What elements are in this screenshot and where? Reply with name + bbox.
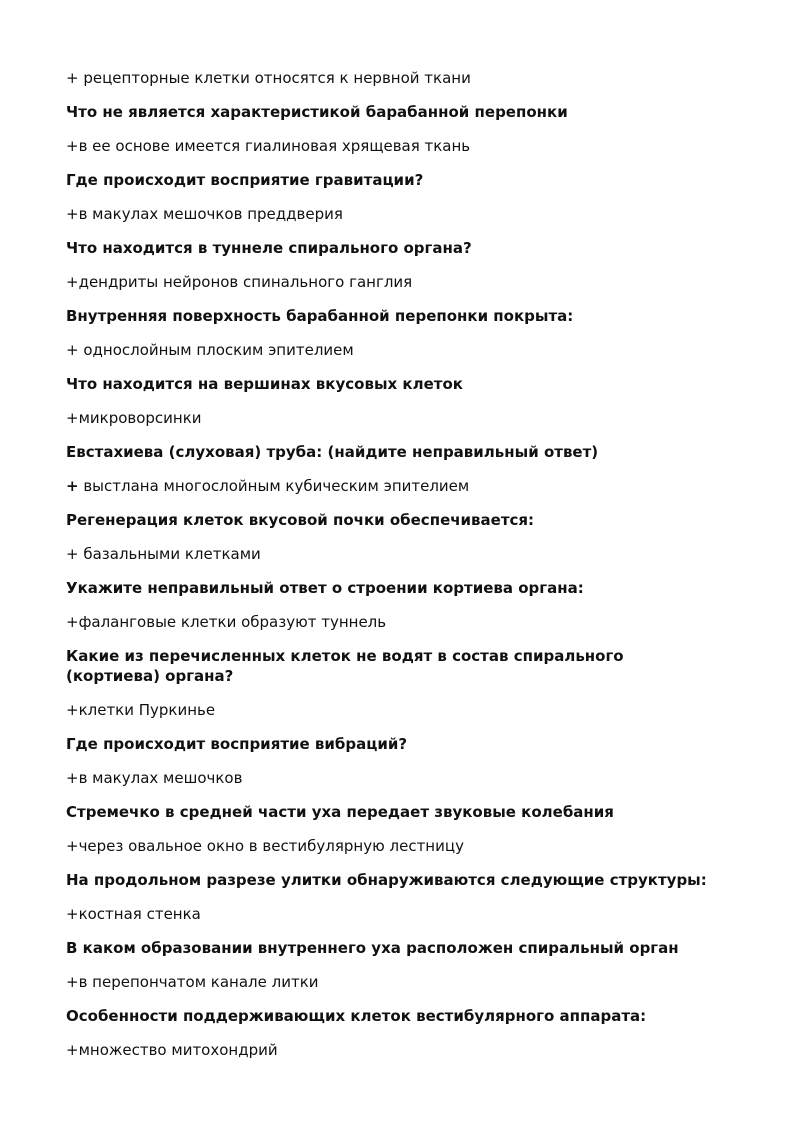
answer-text: +через овальное окно в вестибулярную лестницу — [66, 837, 464, 855]
document-page — [66, 68, 756, 1060]
answer-plus: + — [66, 477, 79, 495]
answer-text: + рецепторные клетки относятся к нервной ткани — [66, 69, 471, 87]
answer-text — [66, 476, 756, 496]
answer-text: +в макулах мешочков преддверия — [66, 205, 343, 223]
question-text: Стремечко в средней части уха передает звуковые колебания — [66, 803, 614, 821]
question-text: Что не является характеристикой барабанной перепонки — [66, 103, 568, 121]
question-text: Евстахиева (слуховая) труба: (найдите неправильный ответ) — [66, 443, 599, 461]
question-text: Внутренняя поверхность барабанной перепонки покрыта: — [66, 307, 574, 325]
question-text: Где происходит восприятие гравитации? — [66, 171, 424, 189]
answer-text: +множество митохондрий — [66, 1041, 278, 1059]
question-text: Где происходит восприятие вибраций? — [66, 735, 408, 753]
answer-text: + базальными клетками — [66, 545, 261, 563]
answer-body: выстлана многослойным кубическим эпителием — [78, 477, 470, 495]
question-text: Что находится на вершинах вкусовых клеток — [66, 375, 463, 393]
answer-text: +микроворсинки — [66, 409, 202, 427]
answer-text: +дендриты нейронов спинального ганглия — [66, 273, 413, 291]
answer-text: +костная стенка — [66, 905, 201, 923]
answer-text: +в ее основе имеется гиалиновая хрящевая ткань — [66, 137, 471, 155]
answer-text: +фаланговые клетки образуют туннель — [66, 613, 387, 631]
question-text: На продольном разрезе улитки обнаруживаются следующие структуры: — [66, 871, 707, 889]
answer-text: +клетки Пуркинье — [66, 701, 216, 719]
question-text: Особенности поддерживающих клеток вестибулярного аппарата: — [66, 1007, 647, 1025]
question-text: Какие из перечисленных клеток не водят в состав спирального (кортиева) органа? — [66, 647, 624, 685]
answer-text: +в перепончатом канале литки — [66, 973, 319, 991]
question-text: Укажите неправильный ответ о строении кортиева органа: — [66, 579, 584, 597]
answer-text: + однослойным плоским эпителием — [66, 341, 354, 359]
question-text: В каком образовании внутреннего уха расположен спиральный орган — [66, 939, 679, 957]
question-text: Регенерация клеток вкусовой почки обеспечивается: — [66, 511, 535, 529]
question-text: Что находится в туннеле спирального органа? — [66, 239, 472, 257]
answer-text: +в макулах мешочков — [66, 769, 243, 787]
